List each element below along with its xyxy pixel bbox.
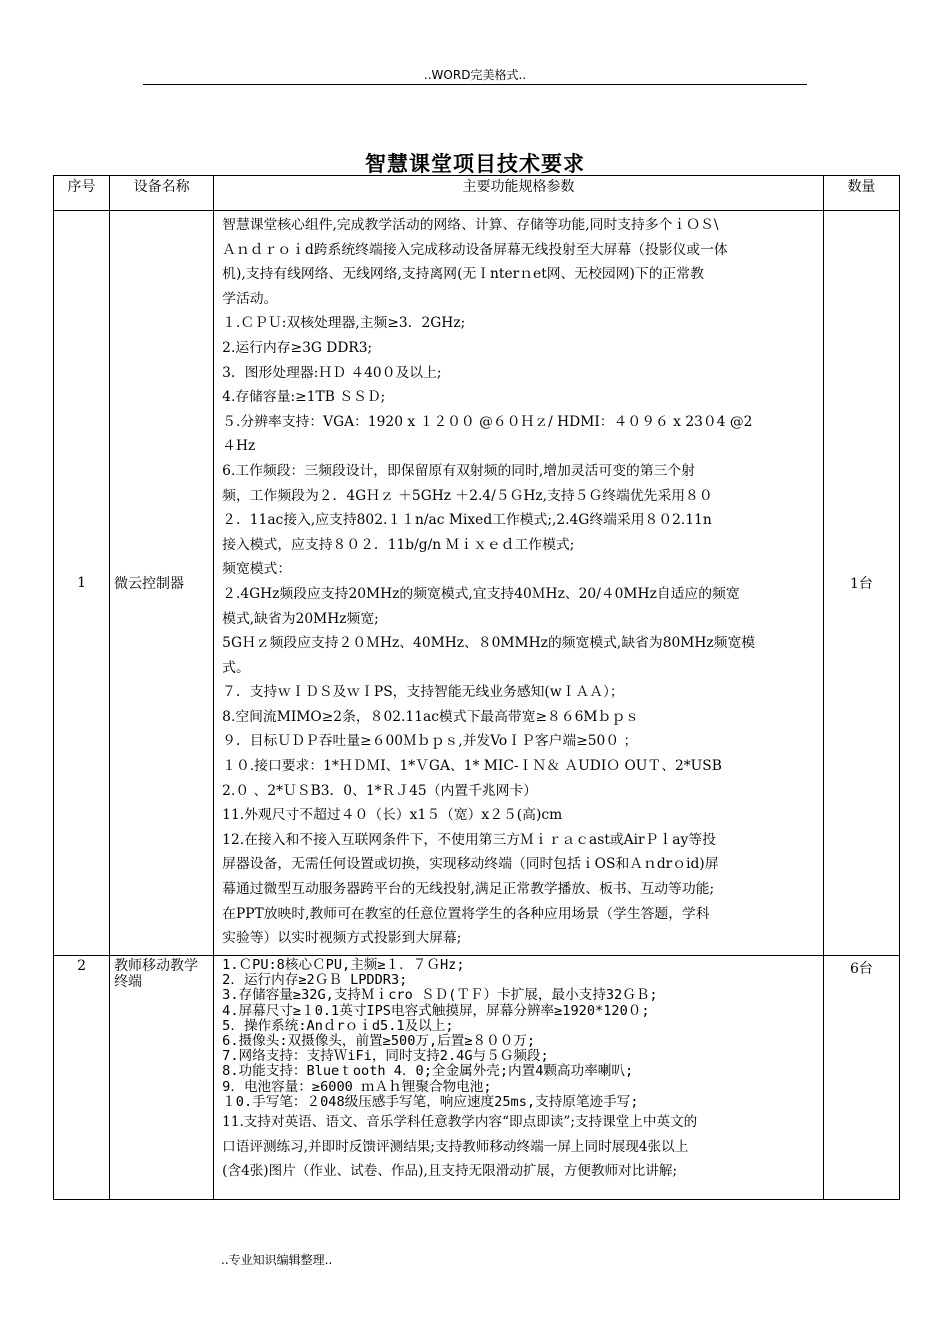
spec-line: 2.０ 、2*ＵＳB3．0、1*ＲＪ45（内置千兆网卡）: [222, 782, 538, 799]
spec-line: 接入模式，应支持８０２．11b/g/n Ｍｉｘｅｄ工作模式;: [222, 536, 575, 553]
spec-line: Ａｎｄｒｏｉd跨系统终端接入完成移动设备屏幕无线投射至大屏幕（投影仪或一体: [222, 241, 728, 258]
spec-line: 频，工作频段为２．4GＨｚ ＋5GHz ＋2.4/５ＧHz,支持５Ｇ终端优先采用８０: [222, 487, 713, 504]
table-row: [54, 211, 900, 956]
spec-line: 3.存储容量≥32G,支持Ｍｉcro ＳＤ(ＴＦ）卡扩展，最小支持32ＧＢ;: [222, 987, 658, 1004]
spec-line: １.ＣＰＵ:双核处理器,主频≥3．2GHz;: [222, 315, 466, 332]
header-rule: [143, 84, 807, 85]
document-title: 智慧课堂项目技术要求: [365, 151, 585, 176]
spec-line: (含4张)图片（作业、试卷、作品),且支持无限滑动扩展，方便教师对比讲解;: [222, 1163, 678, 1180]
spec-line: 6.工作频段：三频段设计，即保留原有双射频的同时,增加灵活可变的第三个射: [222, 462, 696, 479]
spec-line: 口语评测练习,并即时反馈评测结果;支持教师移动终端一屏上同时展现4张以上: [222, 1138, 689, 1155]
spec-line: 12.在接入和不接入互联网条件下，不使用第三方Ｍｉｒａｃast或AirＰｌay等投: [222, 831, 716, 848]
spec-line: 1.ＣPU:8核心ＣPU,主频≥１．７ＧHz;: [222, 957, 465, 973]
spec-line: 智慧课堂核心组件,完成教学活动的网络、计算、存储等功能,同时支持多个ｉＯＳ\: [222, 217, 719, 233]
spec-table: [53, 175, 900, 1200]
spec-line: 6.摄像头:双摄像头，前置≥500万,后置≥８００万;: [222, 1033, 536, 1050]
spec-line: 8.空间流MIMO≥2条，８02.11ac模式下最高带宽≥８６6Mｂｐｓ: [222, 708, 639, 725]
spec-line: 机),支持有线网络、无线网络,支持离网(无Ｉnterｎet网、无校园网)下的正常教: [222, 266, 704, 283]
row-spec-cell: [214, 956, 824, 1200]
column-header-qty: 数量: [823, 176, 899, 211]
spec-line: 实验等）以实时视频方式投影到大屏幕;: [222, 930, 462, 947]
spec-line: 7.网络支持：支持ＷiFi，同时支持2.4G与５Ｇ频段;: [222, 1048, 549, 1065]
spec-line: 4.存储容量:≥1TB ＳＳＤ;: [222, 389, 386, 406]
spec-line: 幕通过微型互动服务器跨平台的无线投射,满足正常教学播放、板书、互动等功能;: [222, 881, 715, 898]
spec-line: 5．操作系统:Anｄrｏｉd5.1及以上;: [222, 1017, 454, 1034]
spec-line: 在PPT放映时,教师可在教室的任意位置将学生的各种应用场景（学生答题，学科: [222, 905, 710, 922]
spec-line: 2．运行内存≥2ＧＢ LPDDR3;: [222, 972, 408, 989]
spec-line: 8.功能支持：Blueｔooth 4．0;全金属外壳;内置4颗高功率喇叭;: [222, 1063, 634, 1080]
spec-line: 3．图形处理器:ＨＤ ４40０及以上;: [222, 364, 442, 381]
spec-line: 4.屏幕尺寸≥１0.1英寸IPS电容式触摸屏，屏幕分辨率≥1920*120０;: [222, 1002, 650, 1019]
spec-line: ４Hz: [222, 438, 256, 455]
column-header-name: 设备名称: [110, 176, 214, 211]
row-device-name: 微云控制器: [110, 211, 214, 956]
column-header-seq: 序号: [54, 176, 110, 211]
spec-line: 9．电池容量：≥6000 ｍＡｈ锂聚合物电池;: [222, 1078, 492, 1095]
spec-line: ５.分辨率支持：VGA：1920 x １２００ @６０Ｈｚ/ HDMI：４０９６ x 23０4 @2: [222, 413, 753, 430]
row-quantity: 6台: [823, 956, 899, 1200]
spec-line: 11.外观尺寸不超过４０（长）x1５（宽）x２５(高)cm: [222, 807, 563, 824]
spec-text-block: [214, 211, 823, 951]
spec-line: ２.4GHz频段应支持20MHz的频宽模式,宜支持40ＭHz、20/４0MHz自适应的频宽: [222, 585, 740, 602]
spec-line: 频宽模式：: [222, 561, 292, 578]
spec-line: 模式,缺省为20MHz频宽;: [222, 610, 379, 627]
table-header-row: [54, 176, 900, 211]
spec-line: １0.手写笔：２048级压感手写笔，响应速度25ms,支持原笔迹手写;: [222, 1093, 639, 1110]
spec-line: ７．支持ｗＩＤＳ及ｗＩPS，支持智能无线业务感知(wＩＡＡ）；: [222, 684, 624, 701]
spec-line: 2.运行内存≥3G DDR3;: [222, 339, 373, 356]
row-quantity: 1台: [823, 211, 899, 956]
table-row: [54, 956, 900, 1200]
spec-line: 式。: [222, 659, 250, 676]
row-seq: 2: [54, 956, 110, 1200]
spec-line: ９．目标ＵＤＰ吞吐量≥６00Ｍｂｐｓ,并发VoＩＰ客户端≥50０ ；: [222, 733, 638, 750]
page-header: ..WORD完美格式..: [423, 68, 527, 82]
spec-line: 学活动。: [222, 290, 278, 307]
page-footer: ..专业知识编辑整理..: [221, 1253, 333, 1267]
spec-line: 屏器设备，无需任何设置或切换，实现移动终端（同时包括ｉOS和Ａｎdrｏid)屏: [222, 856, 719, 873]
spec-line: ２．11ac接入,应支持802.１１n/ac Mixed工作模式;,2.4G终端采用８０2.11n: [222, 512, 712, 529]
column-header-spec: 主要功能规格参数: [214, 176, 824, 211]
spec-line: 11.支持对英语、语文、音乐学科任意教学内容“即点即读”;支持课堂上中英文的: [222, 1114, 698, 1131]
spec-line: １０.接口要求：1*ＨＤＭI、1*ＶGA、1* MIC-ＩＮ＆ ＡUDIＯ OUＴ、2*USB: [222, 758, 722, 775]
row-seq: 1: [54, 211, 110, 956]
row-spec-cell: [214, 211, 824, 956]
row-device-name: 教师移动教学终端: [110, 956, 214, 1200]
spec-text-block: [214, 956, 823, 1184]
spec-line: 5GＨｚ频段应支持２０ＭHz、40MHz、８0MMHz的频宽模式,缺省为80MHz频宽模: [222, 635, 756, 652]
